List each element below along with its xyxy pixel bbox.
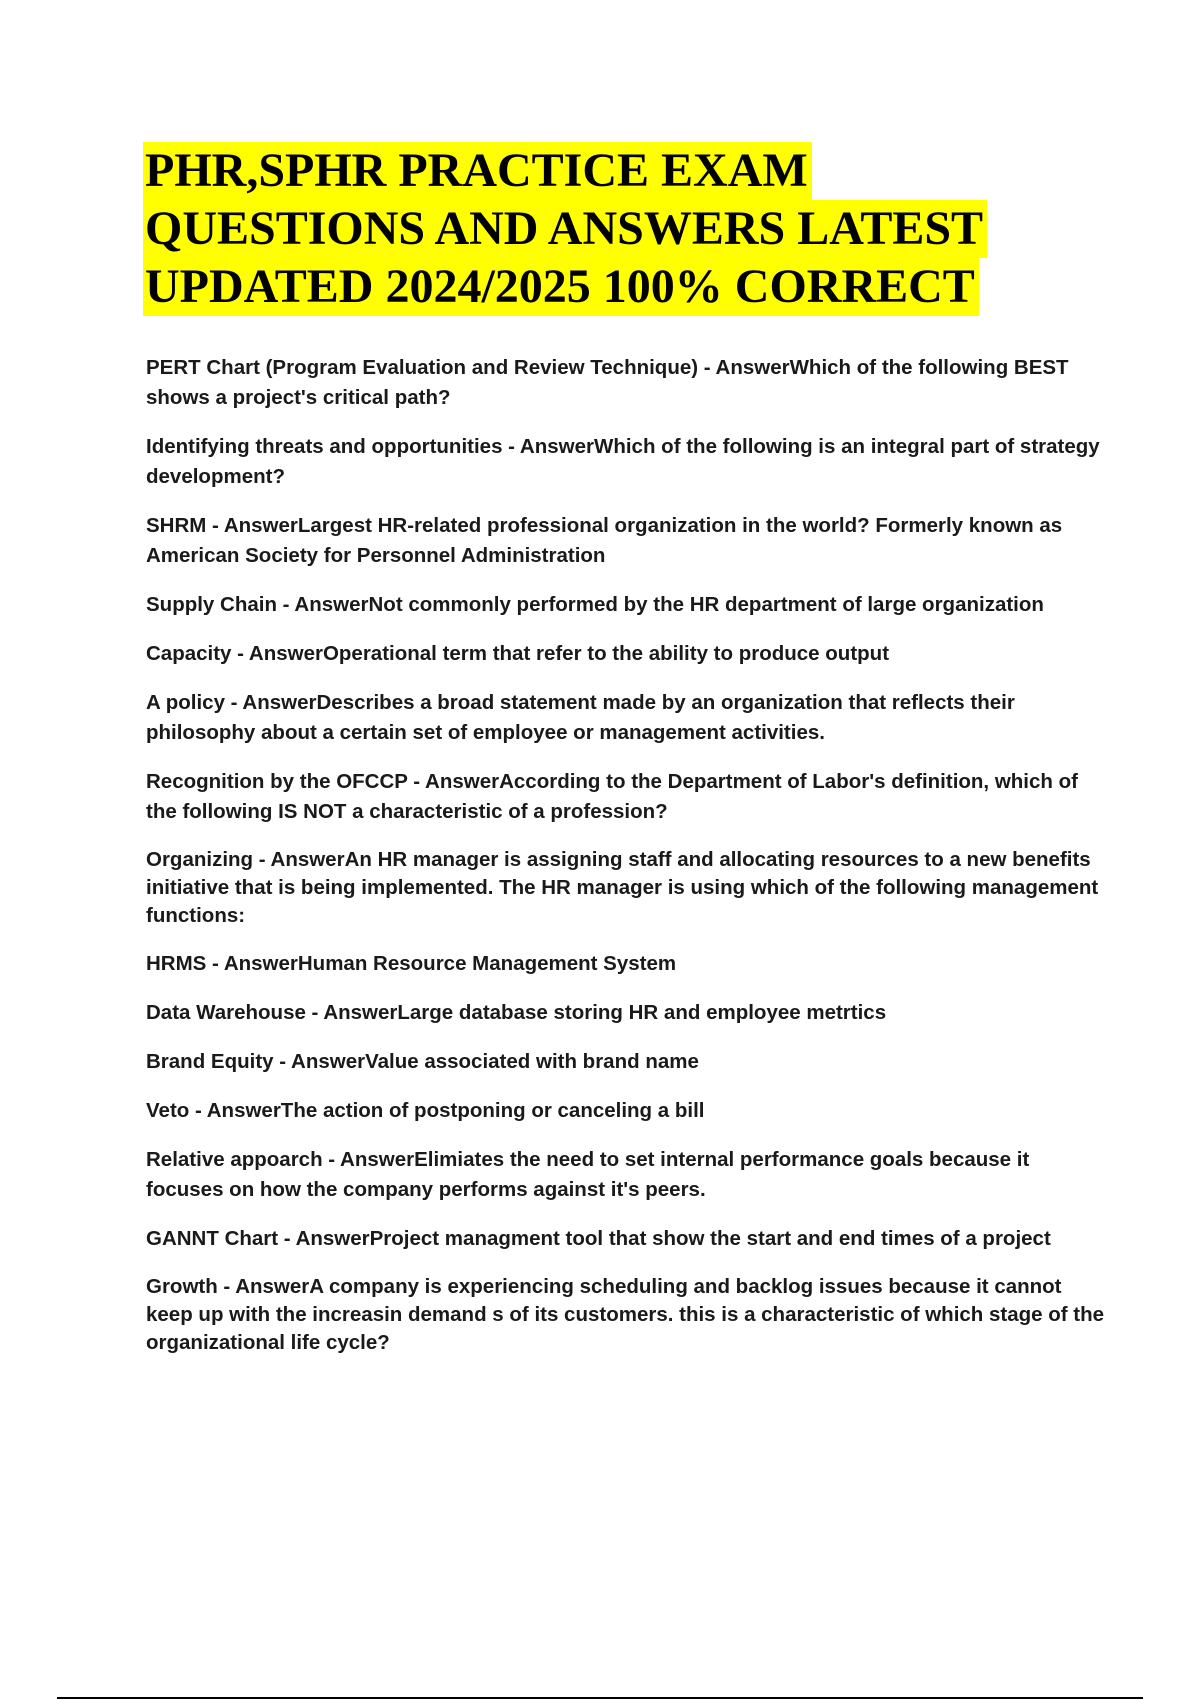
qa-item-data-warehouse: Data Warehouse - AnswerLarge database storing HR and employee metrtics bbox=[146, 1001, 887, 1024]
qa-item-organizing: Organizing - AnswerAn HR manager is assigning staff and allocating resources to a new benefits initiative that is being implemented. The HR manager is using which of the following management functions: bbox=[146, 848, 1099, 927]
qa-item-a-policy: A policy - AnswerDescribes a broad statement made by an organization that reflects their philosophy about a certain set of employee or management activities. bbox=[146, 691, 1015, 744]
qa-item-identifying-threats: Identifying threats and opportunities - AnswerWhich of the following is an integral part of strategy development? bbox=[146, 435, 1100, 488]
bottom-divider bbox=[57, 1697, 1143, 1699]
qa-item-growth: Growth - AnswerA company is experiencing scheduling and backlog issues because it cannot keep up with the increasin demand s of its customers. this is a characteristic of which stage of the organizational life cycle? bbox=[146, 1275, 1105, 1354]
qa-item-pert-chart: PERT Chart (Program Evaluation and Review Technique) - AnswerWhich of the following BEST shows a project's critical path? bbox=[146, 356, 1069, 409]
qa-item-hrms: HRMS - AnswerHuman Resource Management System bbox=[146, 952, 677, 975]
qa-item-shrm: SHRM - AnswerLargest HR-related professional organization in the world? Formerly known as American Society for Personnel Administration bbox=[146, 514, 1063, 567]
title-line-3: UPDATED 2024/2025 100% CORRECT bbox=[143, 258, 979, 316]
qa-list bbox=[146, 353, 1106, 1376]
qa-item-brand-equity: Brand Equity - AnswerValue associated with brand name bbox=[146, 1050, 699, 1073]
qa-item-relative-approach: Relative appoarch - AnswerElimiates the need to set internal performance goals because it focuses on how the company performs against it's peers. bbox=[146, 1148, 1030, 1201]
title-line-2: QUESTIONS AND ANSWERS LATEST bbox=[143, 200, 987, 258]
qa-item-veto: Veto - AnswerThe action of postponing or canceling a bill bbox=[146, 1099, 705, 1122]
qa-item-supply-chain: Supply Chain - AnswerNot commonly performed by the HR department of large organization bbox=[146, 593, 1044, 616]
qa-item-gannt-chart: GANNT Chart - AnswerProject managment tool that show the start and end times of a project bbox=[146, 1227, 1051, 1250]
qa-item-capacity: Capacity - AnswerOperational term that refer to the ability to produce output bbox=[146, 642, 890, 665]
document-title bbox=[143, 142, 1103, 316]
title-line-1: PHR,SPHR PRACTICE EXAM bbox=[143, 142, 812, 200]
qa-item-recognition-ofccp: Recognition by the OFCCP - AnswerAccording to the Department of Labor's definition, which of the following IS NOT a characteristic of a profession? bbox=[146, 770, 1078, 823]
